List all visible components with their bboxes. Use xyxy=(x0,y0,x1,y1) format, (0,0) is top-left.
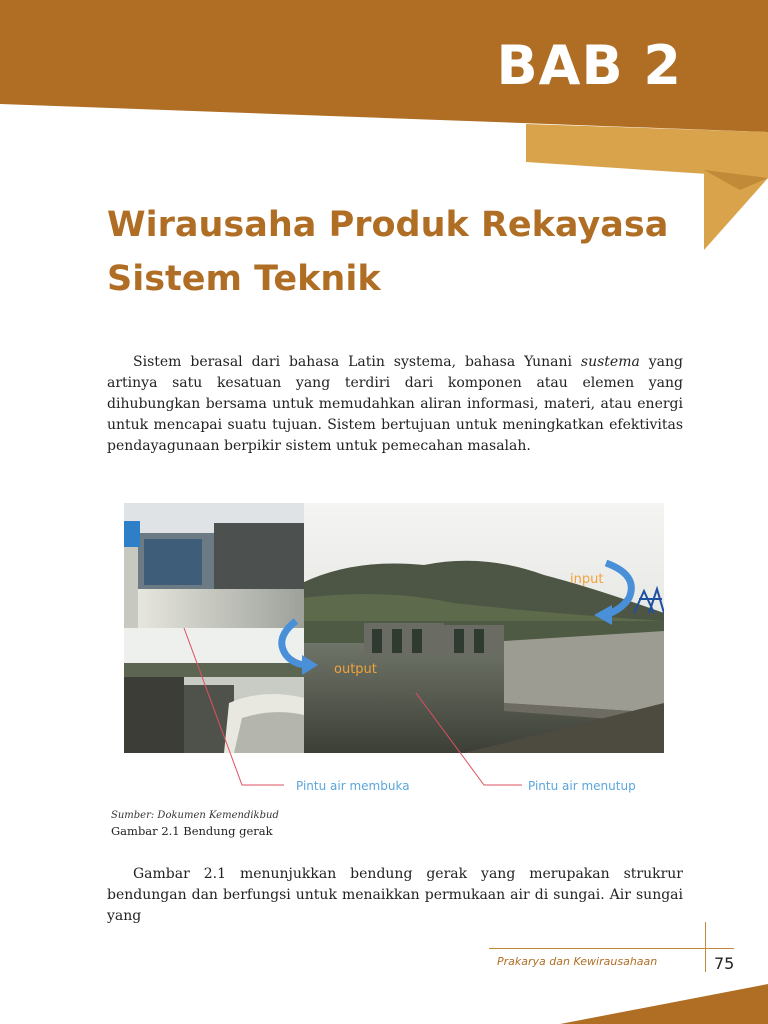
main-photo xyxy=(302,503,664,753)
intro-paragraph xyxy=(107,352,683,457)
output-label: output xyxy=(334,662,377,677)
gate-close-label: Pintu air menutup xyxy=(528,779,636,793)
input-label: input xyxy=(570,572,604,587)
chapter-number: BAB 2 xyxy=(496,34,682,97)
body-paragraph: Gambar 2.1 menunjukkan bendung gerak yang merupakan strukrur bendungan dan berfungsi untuk menaikkan permukaan air di sungai. Air sungai yang xyxy=(107,866,683,924)
footer-corner-decoration xyxy=(0,980,768,1024)
footer-vertical-divider xyxy=(705,922,706,972)
figure-caption: Gambar 2.1 Bendung gerak xyxy=(111,824,273,838)
intro-text-end: yang artinya satu kesatuan yang terdiri dari komponen atau elemen yang dihubungkan bersama untuk memudahkan aliran informasi, materi, atau energi untuk mencapai suatu tujuan. Sistem bertujuan untuk meningkatkan efektivitas pendayagunaan berpikir sistem untuk pemecahan masalah. xyxy=(107,354,683,454)
dam-figure xyxy=(124,503,664,803)
page-number: 75 xyxy=(714,954,735,973)
gate-open-photo-top xyxy=(124,503,304,628)
footer-divider xyxy=(489,948,734,949)
footer-book-title: Prakarya dan Kewirausahaan xyxy=(497,955,658,968)
gate-open-label: Pintu air membuka xyxy=(296,779,410,793)
gate-open-photo-bottom xyxy=(124,628,304,753)
intro-italic-term: sustema xyxy=(580,354,640,370)
figure-source: Sumber: Dokumen Kemendikbud xyxy=(111,810,279,821)
intro-text-start: Sistem berasal dari bahasa Latin systema, bahasa Yunani xyxy=(133,354,581,370)
chapter-title: Wirausaha Produk Rekayasa Sistem Teknik xyxy=(107,205,669,299)
